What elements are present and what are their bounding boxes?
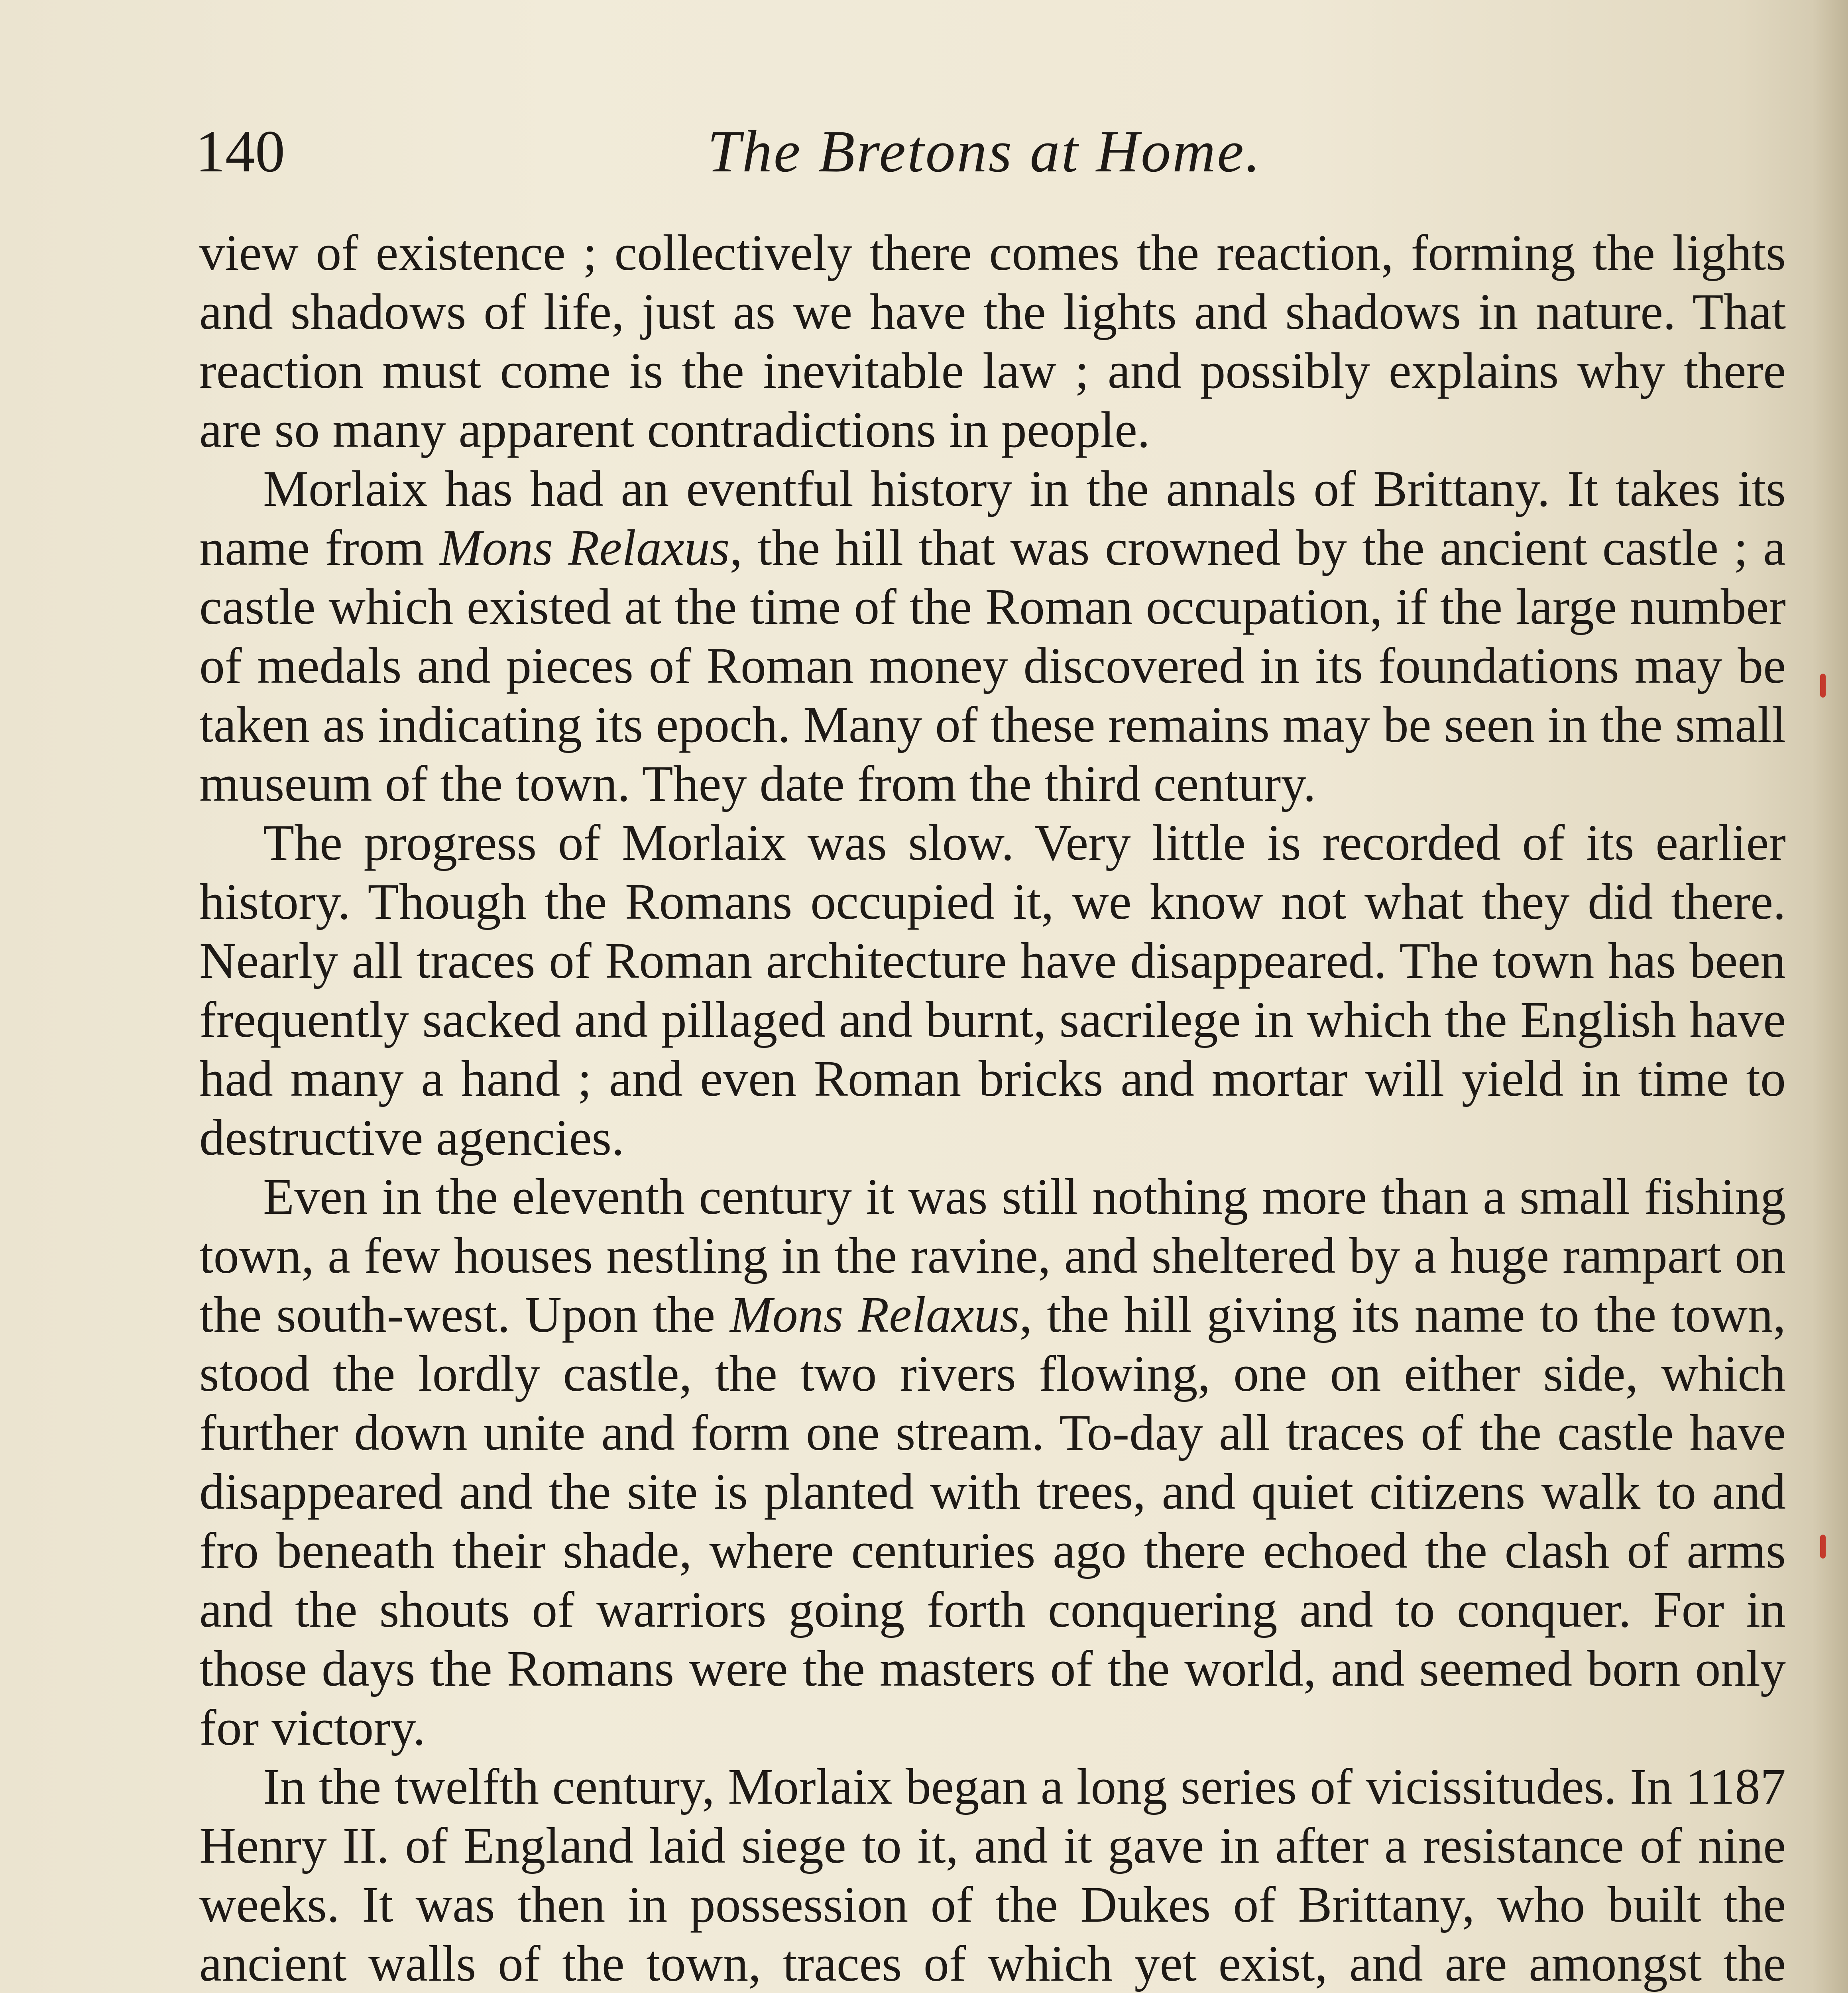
page-gutter-edge xyxy=(1812,0,1848,1993)
paragraph-text: Morlaix has had an eventful history in the annals of Brittany. It takes its name from xyxy=(199,460,1786,576)
paragraph-3 xyxy=(199,813,1786,1167)
paragraph-2 xyxy=(199,459,1786,813)
paragraph-1 xyxy=(199,223,1786,459)
running-title: The Bretons at Home. xyxy=(707,118,1262,185)
paragraph-text: , the hill giving its name to the town, stood the lordly castle, the two rivers flowing, one on either side, which further down unite and form one stream. To-day all traces of the castle have disappeared and the site is planted with trees, and quiet citizens walk to and fro beneath their shade, where centuries ago there echoed the clash of arms and the shouts of warriors going forth conquering and to conquer. For in those days the Romans were the masters of the world, and seemed born only for victory. xyxy=(199,1286,1786,1756)
margin-mark xyxy=(1820,674,1826,698)
paragraph-text: view of existence ; collectively there comes the reaction, forming the lights and shadows of life, just as we have the lights and shadows in nature. That reaction must come is the inevitable law ; and possibly explains why there are so many apparent contradictions in people. xyxy=(199,224,1786,458)
italic-place-name: Mons Relaxus xyxy=(730,1286,1020,1343)
body-text xyxy=(199,223,1786,1993)
paragraph-text: Even in the eleventh century it was still nothing more than a small fishing town, a few houses nestling in the ravine, and sheltered by a huge rampart on the south-west. Upon the xyxy=(199,1168,1786,1343)
paragraph-4 xyxy=(199,1167,1786,1757)
paragraph-5 xyxy=(199,1757,1786,1993)
paragraph-text: The progress of Morlaix was slow. Very little is recorded of its earlier history. Though the Romans occupied it, we know not what they did there. Nearly all traces of Roman architecture have disappeared. The town has been frequently sacked and pillaged and burnt, sacrilege in which the English have had many a hand ; and even Roman bricks and mortar will yield in time to destructive agencies. xyxy=(199,814,1786,1166)
paragraph-text: , the hill that was crowned by the ancient castle ; a castle which existed at the time of the Roman occupation, if the large number of medals and pieces of Roman money discovered in its foundations may be taken as indicating its epoch. Many of these remains may be seen in the small museum of the town. They date from the third century. xyxy=(199,519,1786,812)
page-header xyxy=(195,108,1774,195)
paragraph-text: In the twelfth century, Morlaix began a long series of vicissitudes. In 1187 Henry II. of England laid siege to it, and it gave in after a resistance of nine weeks. It was then in possession of the Dukes of Brittany, who built the ancient walls of the town, traces of which yet exist, and are amongst the xyxy=(199,1758,1786,1992)
margin-mark xyxy=(1820,1535,1826,1559)
italic-place-name: Mons Relaxus xyxy=(439,519,730,576)
page-number: 140 xyxy=(195,118,285,185)
